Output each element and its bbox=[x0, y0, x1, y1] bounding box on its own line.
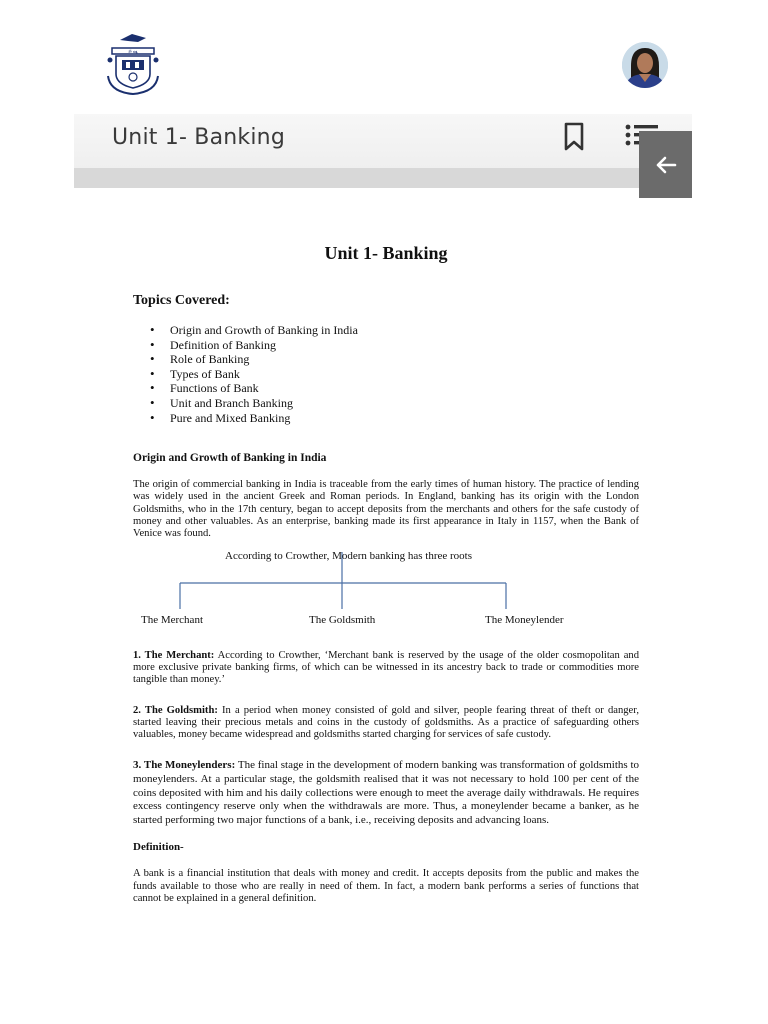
topic-item: • Unit and Branch Banking bbox=[150, 396, 639, 411]
topic-item: • Definition of Banking bbox=[150, 338, 639, 353]
user-avatar[interactable] bbox=[622, 42, 668, 88]
moneylender-text: The final stage in the development of modern banking was transformation of goldsmiths to moneylenders. At a particular stage, the goldsmith realised that it was not necessary to hold 100 per cent of the coins deposited with him and his daily collections were enough to meet the average daily withdrawals. He requires excess contingency reserve only when the withdrawals are more. Thus, a moneylender became a banker, as he started performing two major functions of a bank, i.e., receiving deposits and advancing loans. bbox=[133, 759, 640, 826]
topic-item: • Pure and Mixed Banking bbox=[150, 411, 639, 426]
document-title: Unit 1- Banking bbox=[324, 243, 448, 263]
svg-text:ॐ ಸತ್ಯ: ॐ ಸತ್ಯ bbox=[128, 49, 138, 54]
definition-paragraph: A bank is a financial institution that deals with money and credit. It accepts deposits from the public and makes the funds available to those who are really in need of them. In fact, a modern bank performs a series of functions that cannot be explained in a general definition. bbox=[133, 868, 639, 904]
goldsmith-text: In a period when money consisted of gold and silver, people fearing threat of theft or danger, started leaving their precious metals and coins in the custody of goldsmiths. As a practice of safeguarding others valuables, money became widespread and goldsmiths started charging for services of safe custody. bbox=[133, 704, 640, 741]
university-crest-logo bbox=[102, 30, 164, 96]
merchant-paragraph bbox=[133, 650, 639, 687]
topic-item: • Origin and Growth of Banking in India bbox=[150, 323, 639, 338]
bookmark-icon bbox=[563, 122, 585, 152]
origin-heading: Origin and Growth of Banking in India bbox=[133, 452, 327, 465]
unit-title: Unit 1- Banking bbox=[112, 125, 285, 150]
arrow-left-icon bbox=[655, 155, 677, 175]
node-merchant: The Merchant bbox=[141, 613, 203, 626]
title-bar bbox=[74, 114, 692, 168]
topic-item: • Functions of Bank bbox=[150, 381, 639, 396]
goldsmith-label: 2. The Goldsmith: bbox=[133, 704, 218, 716]
moneylender-label: 3. The Moneylenders: bbox=[133, 759, 236, 772]
diagram-caption: According to Crowther, Modern banking has three roots bbox=[225, 549, 473, 562]
topic-item: • Types of Bank bbox=[150, 367, 639, 382]
definition-heading: Definition- bbox=[133, 841, 184, 854]
document-page bbox=[133, 240, 639, 905]
topic-item: • Role of Banking bbox=[150, 352, 639, 367]
origin-paragraph: The origin of commercial banking in India is traceable from the early times of human history. The practice of lending was widely used in the ancient Greek and Roman periods. In England, banking has its origin with the London Goldsmiths, who in the 17th century, began to accept deposits from the merchants and others for the safe custody of money and other valuables. As an enterprise, banking made its first appearance in Italy in 1157, when the Bank of Venice was found. bbox=[133, 479, 639, 540]
bookmark-button[interactable] bbox=[560, 120, 588, 154]
goldsmith-paragraph bbox=[133, 705, 639, 742]
topics-heading: Topics Covered: bbox=[133, 293, 230, 308]
moneylender-paragraph bbox=[133, 759, 639, 827]
roots-diagram bbox=[133, 550, 639, 632]
top-bar bbox=[74, 18, 692, 114]
topics-list bbox=[150, 323, 639, 425]
merchant-text: According to Crowther, ‘Merchant bank is reserved by the usage of the older cosmopolitan and more exclusive private banking firms, of which can be witnessed in its ancestry back to trade or commodities more tangible than money.’ bbox=[133, 649, 639, 686]
node-moneylender: The Moneylender bbox=[485, 613, 564, 626]
back-button[interactable] bbox=[639, 131, 692, 198]
progress-strip bbox=[74, 168, 692, 188]
node-goldsmith: The Goldsmith bbox=[309, 613, 376, 626]
merchant-label: 1. The Merchant: bbox=[133, 649, 215, 661]
